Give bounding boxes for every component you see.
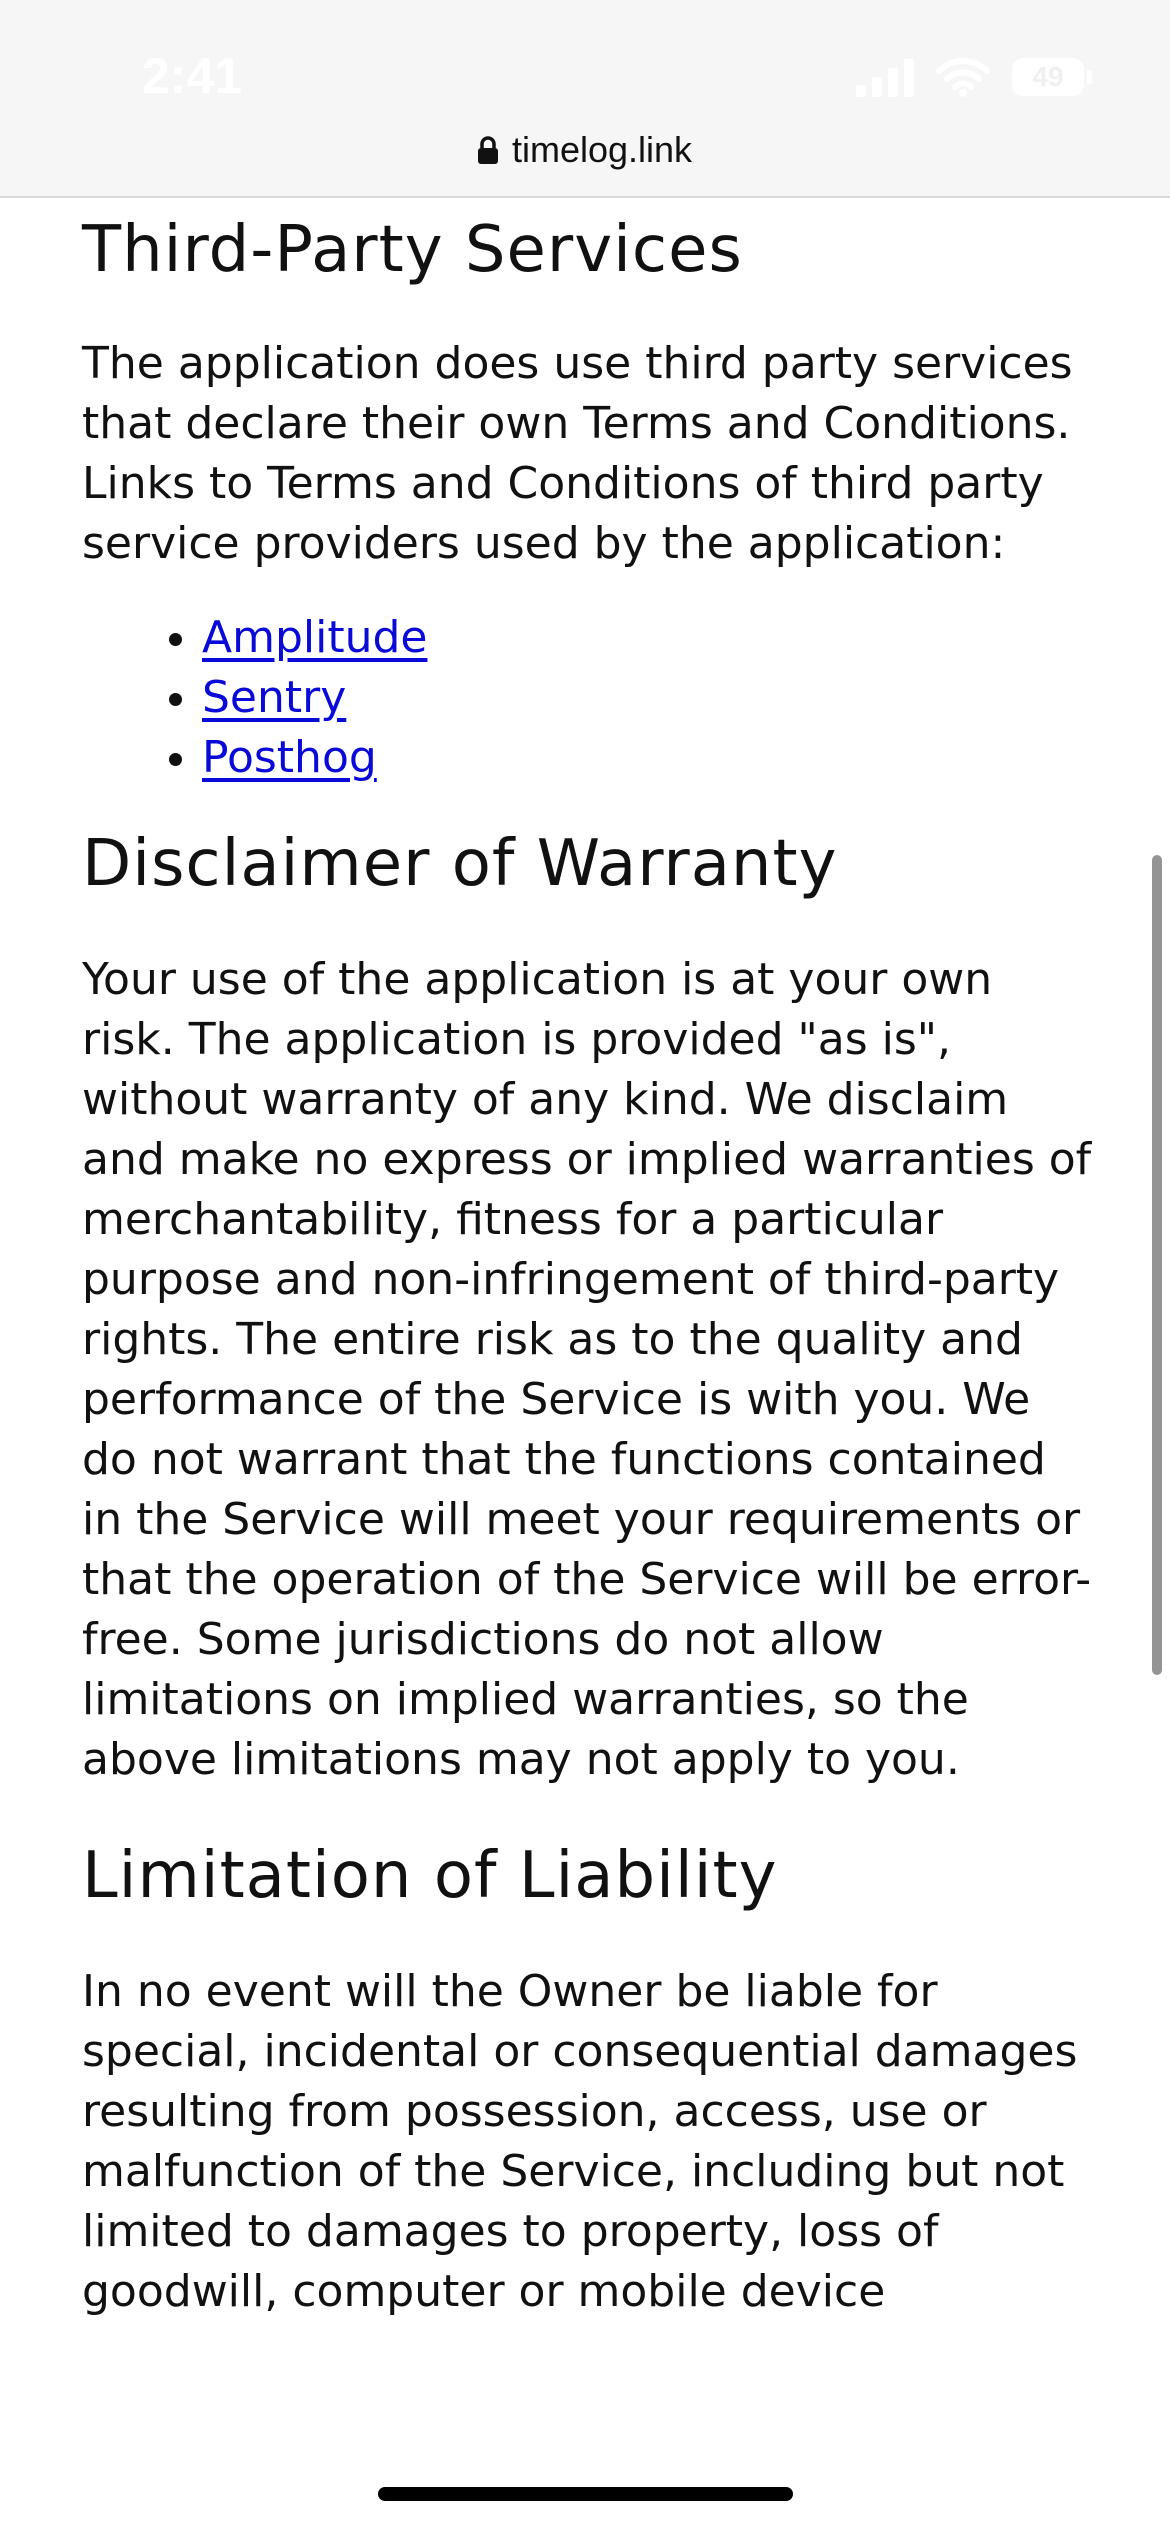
link-amplitude[interactable]: Amplitude (202, 612, 428, 663)
section-heading-disclaimer: Disclaimer of Warranty (82, 827, 838, 901)
list-item (202, 668, 1092, 728)
section-heading-liability: Limitation of Liability (82, 1839, 778, 1913)
section-paragraph-disclaimer: Your use of the application is at your own risk. The application is provided "as is", without warranty of any kind. We disclaim and make no express or implied warranties of merchantability, fitness for a particular purpose and non-infringement of third-party rights. The entire risk as to the quality and performance of the Service is with you. We do not warrant that the functions contained in the Service will meet your requirements or that the operation of the Service will be error-free. Some jurisdictions do not allow limitations on implied warranties, so the above limitations may not apply to you. (82, 954, 1092, 1785)
section-paragraph-third-party: The application does use third party services that declare their own Terms and Conditions. Links to Terms and Conditions of third party service providers used by the application: (82, 338, 1073, 569)
section-heading-third-party: Third-Party Services (82, 213, 743, 287)
section-paragraph-liability: In no event will the Owner be liable for special, incidental or consequential damages resulting from possession, access, use or malfunction of the Service, including but not limited to damages to property, loss of goodwill, computer or mobile device (82, 1966, 1078, 2317)
list-item (202, 608, 1092, 668)
list-item (202, 728, 1092, 788)
home-indicator[interactable] (378, 2487, 793, 2501)
battery-icon: 49 (1012, 58, 1084, 96)
scrollbar[interactable] (1152, 855, 1162, 1675)
page-content (82, 198, 1092, 2322)
status-icons (856, 52, 1084, 102)
address-bar[interactable] (0, 120, 1170, 180)
third-party-links-list (82, 608, 1092, 788)
address-url: timelog.link (511, 129, 693, 170)
lock-icon (478, 136, 498, 164)
status-time: 2:41 (142, 48, 243, 104)
signal-icon (856, 57, 914, 97)
wifi-icon (936, 57, 990, 97)
link-posthog[interactable]: Posthog (202, 732, 377, 783)
link-sentry[interactable]: Sentry (202, 672, 347, 723)
browser-chrome (0, 0, 1170, 198)
